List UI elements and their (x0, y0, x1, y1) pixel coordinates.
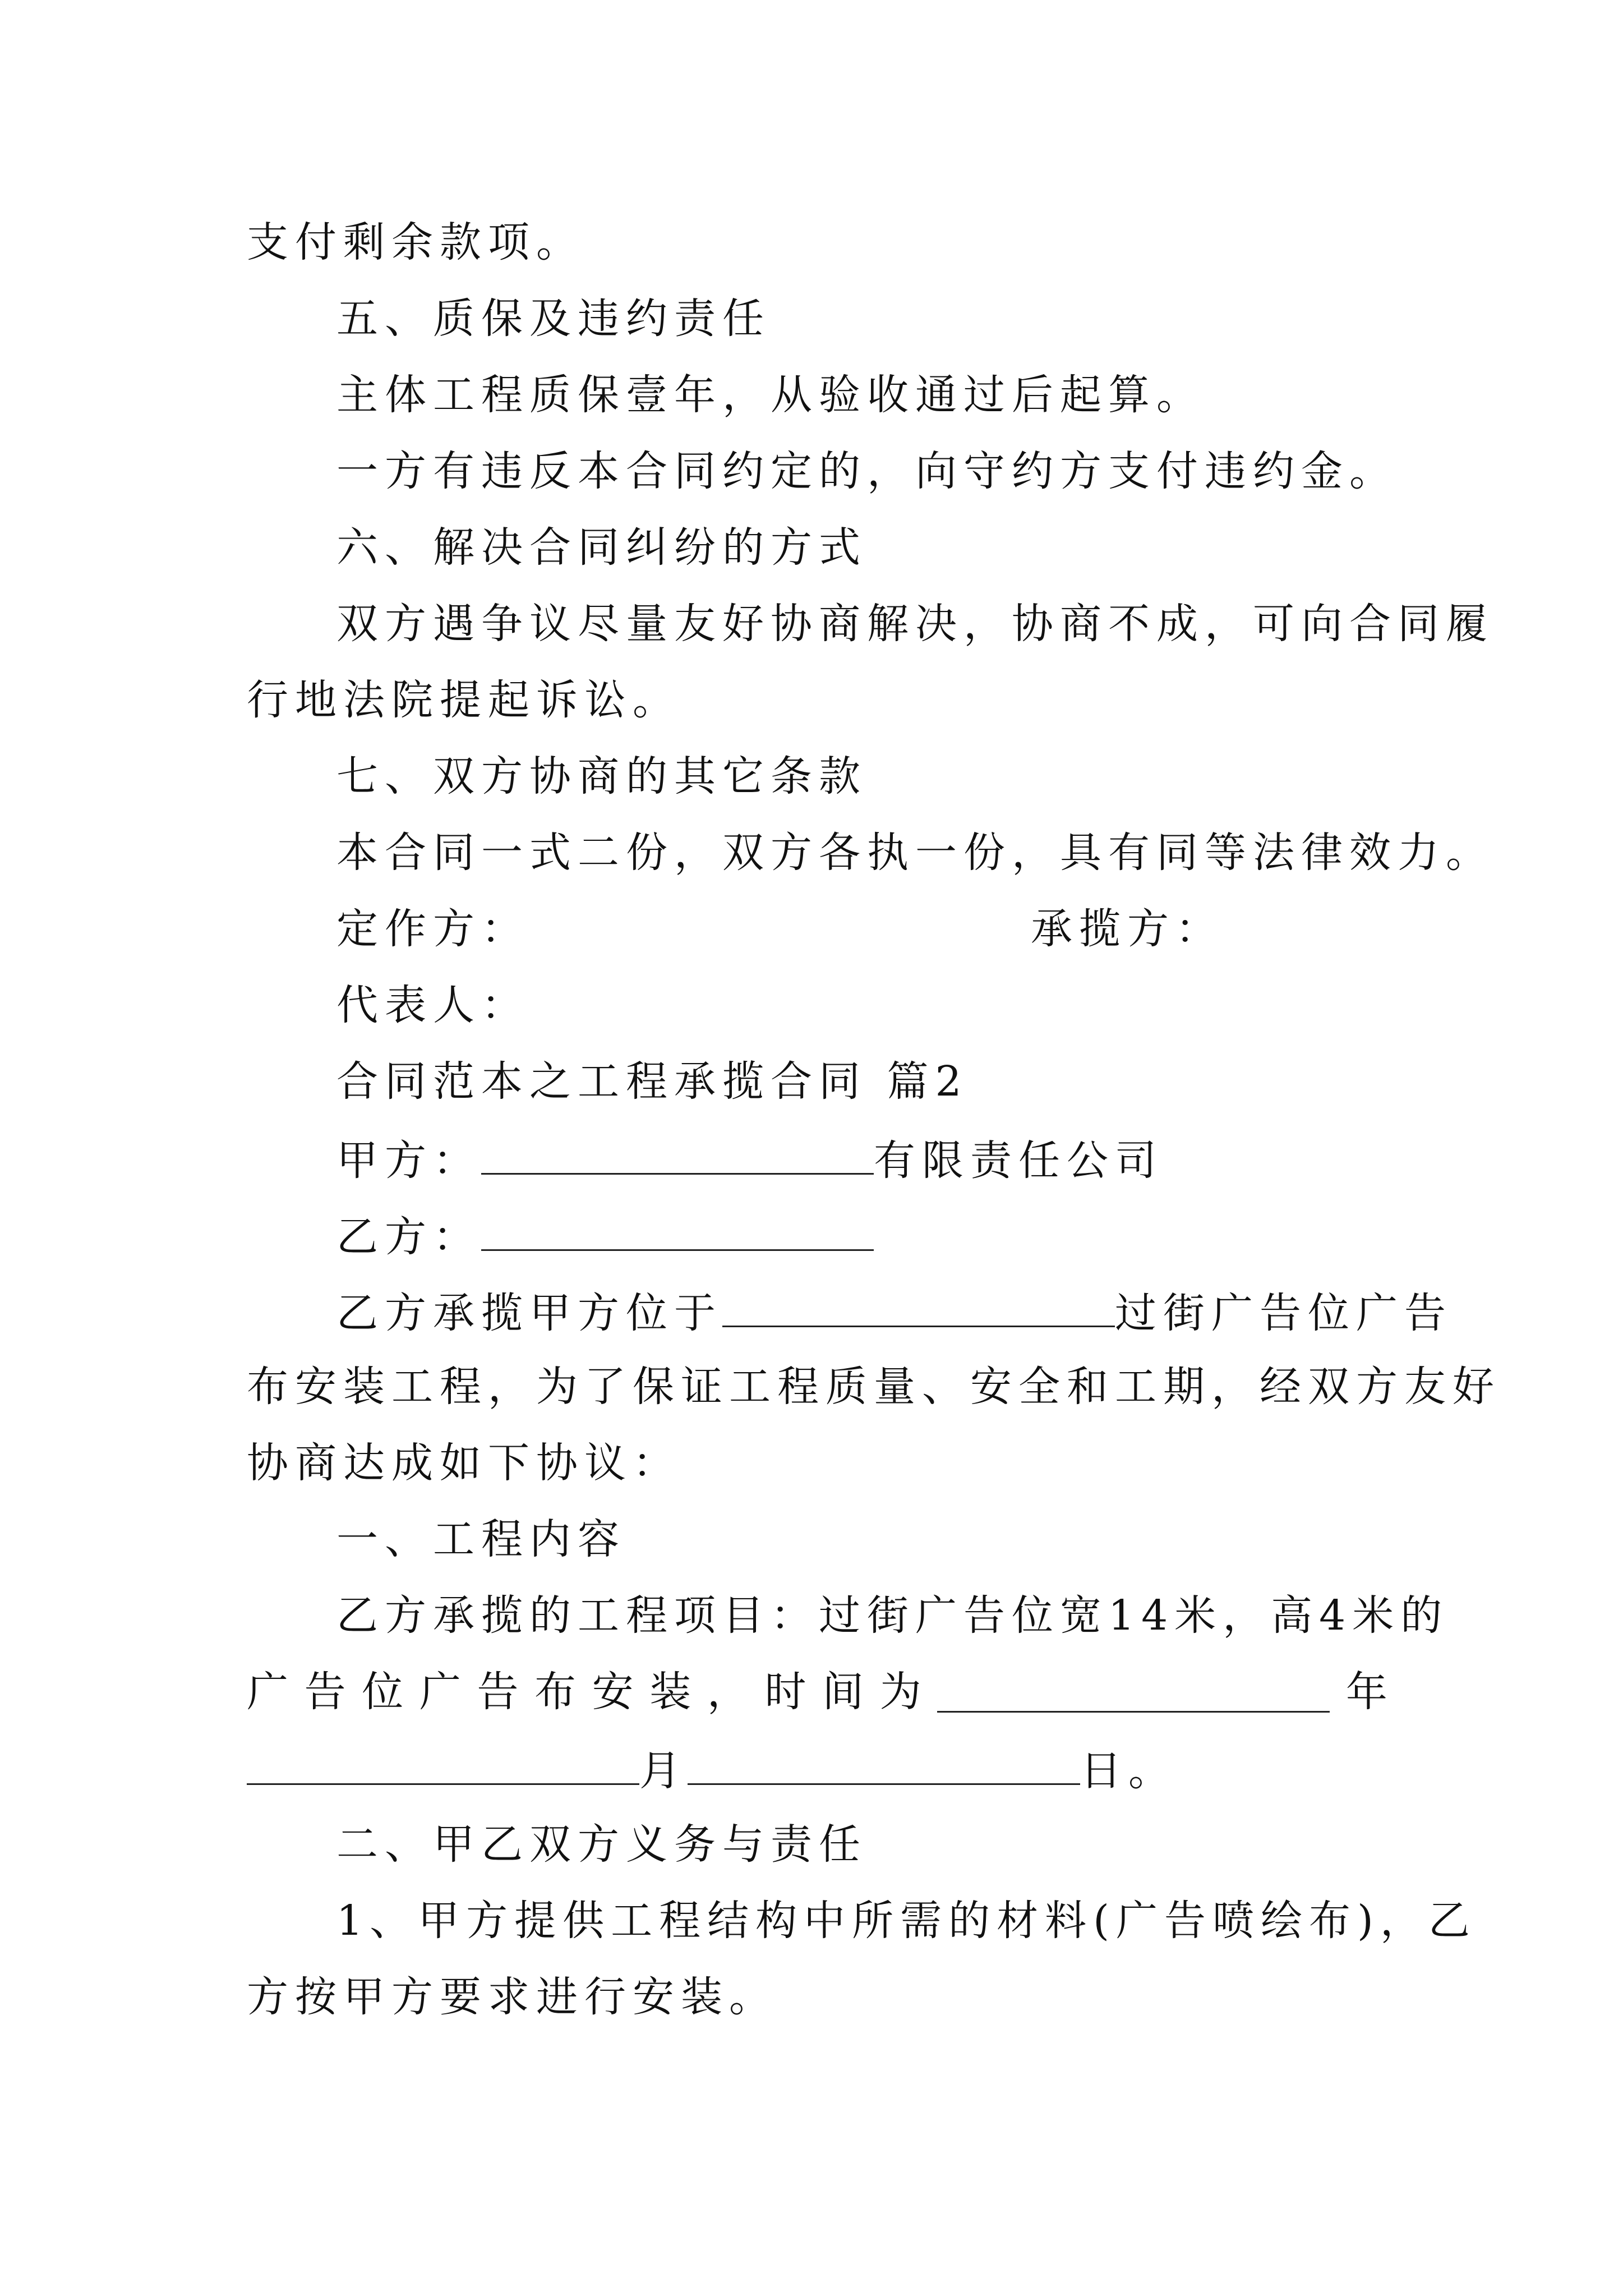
party-b-label: 乙方： (336, 1213, 481, 1261)
text-line: 协商达成如下协议： (247, 1439, 681, 1487)
time-char: ， (707, 1668, 749, 1716)
text-line: 1、甲方提供工程结构中所需的材料(广告喷绘布)，乙 (336, 1897, 1477, 1945)
time-char: 布 (534, 1668, 577, 1716)
time-char: 告 (477, 1668, 519, 1716)
date-line (247, 1747, 1177, 1795)
document-title: 合同范本之工程承揽合同 篇2 (336, 1057, 969, 1106)
location-blank (722, 1290, 1115, 1327)
party-a-blank (481, 1137, 874, 1175)
year-label: 年 (1345, 1668, 1387, 1716)
party-a-label: 甲方： (336, 1137, 481, 1185)
signature-label-party-a: 定作方： (336, 905, 529, 953)
time-char: 告 (304, 1668, 346, 1716)
signature-label-representative: 代表人： (336, 981, 529, 1029)
section-heading: 七、双方协商的其它条款 (336, 752, 867, 800)
month-label: 月 (639, 1747, 688, 1795)
text-line: 支付剩余款项。 (247, 218, 584, 266)
text-line: 方按甲方要求进行安装。 (247, 1973, 777, 2021)
time-char: 广 (419, 1668, 461, 1716)
text-line: 本合同一式二份，双方各执一份，具有同等法律效力。 (336, 829, 1494, 877)
time-char: 为 (879, 1668, 921, 1716)
month-blank (247, 1747, 639, 1785)
day-blank (688, 1747, 1080, 1785)
section-heading: 一、工程内容 (336, 1515, 626, 1563)
time-char: 广 (247, 1668, 288, 1716)
time-char: 时 (764, 1668, 806, 1716)
text-line: 行地法院提起诉讼。 (247, 676, 681, 724)
time-char: 安 (592, 1668, 634, 1716)
day-label: 日。 (1080, 1747, 1177, 1795)
text-line: 主体工程质保壹年，从验收通过后起算。 (336, 371, 1205, 419)
section-heading: 五、质保及违约责任 (336, 295, 771, 343)
time-char: 间 (822, 1668, 864, 1716)
text-line: 乙方承揽的工程项目：过街广告位宽14米，高4米的 (336, 1591, 1449, 1640)
time-line (247, 1668, 1387, 1716)
section-heading: 二、甲乙双方义务与责任 (336, 1820, 867, 1869)
time-char: 装 (649, 1668, 691, 1716)
location-prefix: 乙方承揽甲方位于 (336, 1289, 722, 1337)
signature-label-party-b: 承揽方： (1031, 905, 1224, 953)
time-char: 位 (362, 1668, 404, 1716)
party-a-line (336, 1137, 1163, 1185)
party-a-suffix: 有限责任公司 (874, 1137, 1163, 1185)
year-blank (937, 1675, 1330, 1713)
section-heading: 六、解决合同纠纷的方式 (336, 523, 867, 572)
text-line: 双方遇争议尽量友好协商解决，协商不成，可向合同履 (336, 600, 1494, 648)
party-b-blank (481, 1213, 874, 1251)
text-line: 一方有违反本合同约定的，向守约方支付违约金。 (336, 447, 1398, 495)
location-line (336, 1289, 1453, 1337)
location-suffix: 过街广告位广告 (1115, 1289, 1453, 1337)
text-line: 布安装工程，为了保证工程质量、安全和工期，经双方友好 (247, 1363, 1501, 1411)
party-b-line (336, 1213, 874, 1261)
